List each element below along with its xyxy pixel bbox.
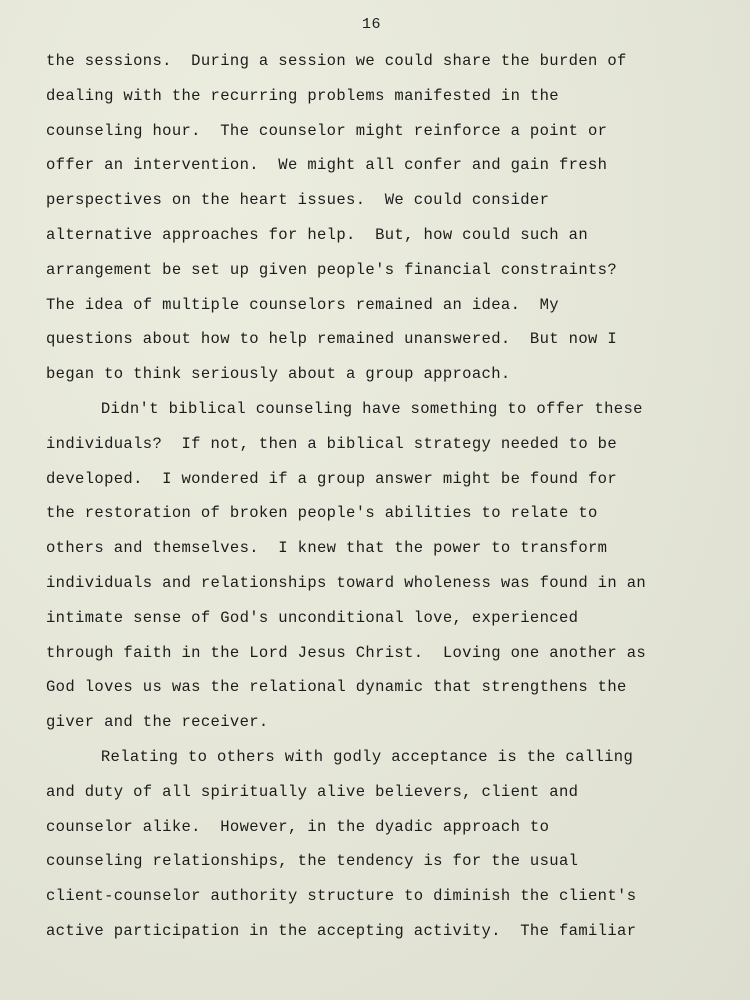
text-line: through faith in the Lord Jesus Christ. Loving one another as [46, 643, 647, 662]
text-line: others and themselves. I knew that the power to transform [46, 539, 608, 558]
text-line: alternative approaches for help. But, how could such an [46, 225, 589, 244]
text-line: developed. I wondered if a group answer might be found for [46, 469, 618, 488]
paragraph-start-line: Relating to others with godly acceptance is the calling [100, 747, 634, 766]
text-line: and duty of all spiritually alive believers, client and [46, 782, 579, 801]
text-line: individuals and relationships toward wholeness was found in an [46, 573, 647, 592]
text-line: counseling hour. The counselor might reinforce a point or [46, 121, 608, 140]
text-line: The idea of multiple counselors remained an idea. My [46, 295, 559, 314]
body-text [46, 44, 746, 949]
text-line: the restoration of broken people's abilities to relate to [46, 504, 598, 523]
text-line: intimate sense of God's unconditional love, experienced [46, 608, 579, 627]
page-number: 16 [362, 16, 382, 33]
text-line: began to think seriously about a group approach. [46, 365, 511, 384]
text-line: dealing with the recurring problems manifested in the [46, 86, 559, 105]
text-line: the sessions. During a session we could share the burden of [46, 52, 627, 70]
text-line: giver and the receiver. [46, 713, 269, 732]
text-line: questions about how to help remained unanswered. But now I [46, 330, 618, 349]
text-line: client-counselor authority structure to diminish the client's [46, 887, 637, 906]
text-line: arrangement be set up given people's financial constraints? [46, 260, 618, 279]
text-line: offer an intervention. We might all confer and gain fresh [46, 156, 608, 175]
text-line: perspectives on the heart issues. We could consider [46, 191, 550, 210]
text-line: counselor alike. However, in the dyadic approach to [46, 817, 550, 836]
text-line: God loves us was the relational dynamic that strengthens the [46, 678, 627, 697]
paragraph-start-line: Didn't biblical counseling have something to offer these [100, 399, 643, 418]
text-line: active participation in the accepting activity. The familiar [46, 921, 637, 940]
text-line: individuals? If not, then a biblical strategy needed to be [46, 434, 618, 453]
text-line: counseling relationships, the tendency is for the usual [46, 852, 579, 871]
